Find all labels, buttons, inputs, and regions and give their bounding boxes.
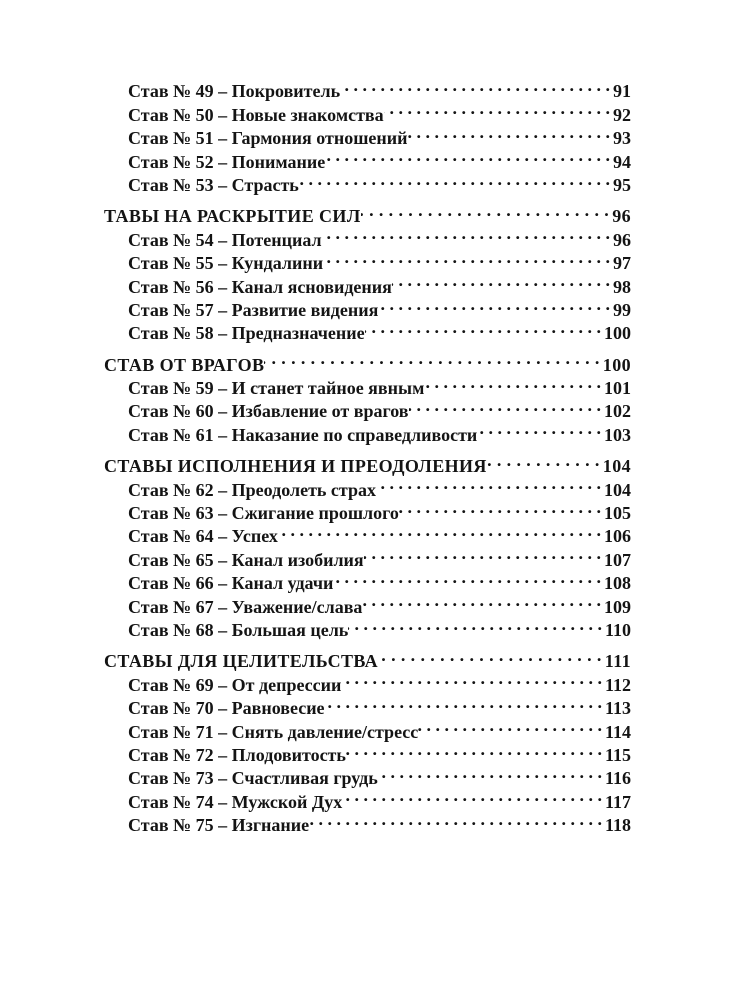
dot-leader — [309, 808, 605, 831]
dot-leader — [376, 472, 604, 495]
toc-entry-label: Став № 59 – И станет тайное явным — [128, 378, 425, 399]
toc-heading-page: 100 — [602, 354, 631, 375]
toc-entry-label: Став № 51 – Гармония отношений — [128, 128, 408, 149]
dot-leader — [477, 417, 604, 440]
dot-leader — [348, 613, 605, 636]
dot-leader — [340, 74, 613, 97]
toc-entry-label: Став № 71 – Снять давление/стресс — [128, 721, 419, 742]
toc-heading — [104, 347, 631, 375]
toc-section — [104, 347, 631, 445]
toc-heading — [104, 449, 631, 477]
toc-heading-page: 104 — [602, 456, 631, 477]
toc-entry-page: 99 — [613, 299, 631, 320]
dot-leader — [392, 269, 613, 292]
dot-leader — [361, 199, 613, 222]
toc-entry-page: 102 — [604, 401, 631, 422]
toc-entry-label: Став № 60 – Избавление от врагов — [128, 401, 409, 422]
toc-entry-label: Став № 75 – Изгнание — [128, 815, 310, 836]
toc-entry-label: Став № 68 – Большая цель — [128, 619, 349, 640]
toc-entry-label: Став № 57 – Развитие видения — [128, 299, 379, 320]
toc-heading — [104, 644, 631, 672]
toc-entry-page: 109 — [604, 596, 631, 617]
toc-entry-page: 92 — [613, 104, 631, 125]
dot-leader — [408, 121, 613, 144]
toc-entry-page: 114 — [604, 721, 631, 742]
toc-entry-label: Став № 62 – Преодолеть страх — [128, 479, 376, 500]
toc-entry-page: 93 — [613, 128, 631, 149]
toc-entry — [104, 74, 631, 102]
toc-entry-page: 113 — [604, 698, 631, 719]
toc-entry-page: 105 — [604, 503, 631, 524]
toc-entry-label: Став № 69 – От депрессии — [128, 674, 342, 695]
toc-section — [104, 74, 631, 195]
toc-entry-page: 112 — [604, 674, 631, 695]
toc-entry-page: 117 — [604, 791, 631, 812]
dot-leader — [418, 714, 605, 737]
dot-leader — [364, 542, 604, 565]
toc-entry-label: Став № 67 – Уважение/слава — [128, 596, 363, 617]
toc-entry-page: 110 — [604, 619, 631, 640]
toc-entry-label: Став № 70 – Равновесие — [128, 698, 325, 719]
toc-heading-page: 96 — [612, 206, 631, 227]
toc-entry-label: Став № 54 – Потенциал — [128, 229, 322, 250]
dot-leader — [325, 144, 613, 167]
toc-entry-page: 115 — [604, 744, 631, 765]
toc-entry-label: Став № 65 – Канал изобилия — [128, 549, 364, 570]
toc-heading — [104, 199, 631, 227]
toc-section — [104, 199, 631, 344]
toc-entry-label: Став № 63 – Сжигание прошлого — [128, 503, 399, 524]
toc-entry-page: 116 — [604, 768, 631, 789]
toc-entry-page: 95 — [613, 174, 631, 195]
toc-entry-page: 94 — [613, 151, 631, 172]
dot-leader — [342, 784, 605, 807]
toc-entry-page: 106 — [604, 526, 631, 547]
toc-entry-page: 100 — [604, 323, 631, 344]
toc-entry-page: 101 — [604, 378, 631, 399]
dot-leader — [264, 347, 602, 370]
dot-leader — [378, 644, 605, 667]
toc-entry-label: Став № 73 – Счастливая грудь — [128, 768, 378, 789]
dot-leader — [365, 316, 604, 339]
table-of-contents — [104, 74, 631, 836]
dot-leader — [278, 519, 604, 542]
toc-entry-page: 118 — [604, 815, 631, 836]
toc-entry-label: Став № 74 – Мужской Дух — [128, 791, 343, 812]
toc-entry-label: Став № 53 – Страсть — [128, 174, 299, 195]
toc-entry-page: 97 — [613, 253, 631, 274]
dot-leader — [424, 371, 604, 394]
toc-entry-page: 91 — [613, 81, 631, 102]
toc-heading-label: СТАВ ОТ ВРАГОВ — [104, 354, 265, 375]
dot-leader — [384, 97, 613, 120]
dot-leader — [487, 449, 603, 472]
dot-leader — [399, 496, 604, 519]
toc-entry-page: 104 — [604, 479, 631, 500]
dot-leader — [346, 738, 605, 761]
toc-entry-page: 103 — [604, 424, 631, 445]
toc-entry-label: Став № 58 – Предназначение — [128, 323, 365, 344]
toc-heading-label: СТАВЫ ДЛЯ ЦЕЛИТЕЛЬСТВА — [104, 651, 379, 672]
toc-entry-label: Став № 50 – Новые знакомства — [128, 104, 384, 125]
dot-leader — [378, 761, 605, 784]
dot-leader — [409, 394, 604, 417]
dot-leader — [325, 691, 605, 714]
dot-leader — [299, 168, 613, 191]
toc-entry-page: 107 — [604, 549, 631, 570]
dot-leader — [323, 246, 613, 269]
toc-entry-page: 108 — [604, 573, 631, 594]
dot-leader — [341, 667, 605, 690]
toc-entry-page: 98 — [613, 276, 631, 297]
toc-entry-label: Став № 56 – Канал ясновидения — [128, 276, 392, 297]
dot-leader — [378, 293, 613, 316]
toc-entry-label: Став № 72 – Плодовитость — [128, 744, 346, 765]
toc-heading-page: 111 — [604, 651, 631, 672]
toc-entry-page: 96 — [613, 229, 631, 250]
toc-entry-label: Став № 64 – Успех — [128, 526, 278, 547]
toc-heading-label: СТАВЫ ИСПОЛНЕНИЯ И ПРЕОДОЛЕНИЯ — [104, 456, 487, 477]
toc-section — [104, 449, 631, 640]
toc-entry-label: Став № 66 – Канал удачи — [128, 573, 334, 594]
dot-leader — [322, 222, 613, 245]
toc-heading-label: ТАВЫ НА РАСКРЫТИЕ СИЛ — [104, 206, 361, 227]
dot-leader — [333, 566, 604, 589]
toc-entry-label: Став № 52 – Понимание — [128, 151, 326, 172]
dot-leader — [362, 589, 604, 612]
toc-section — [104, 644, 631, 836]
toc-entry-label: Став № 55 – Кундалини — [128, 253, 324, 274]
toc-entry-label: Став № 49 – Покровитель — [128, 81, 341, 102]
toc-entry-label: Став № 61 – Наказание по справедливости — [128, 424, 478, 445]
